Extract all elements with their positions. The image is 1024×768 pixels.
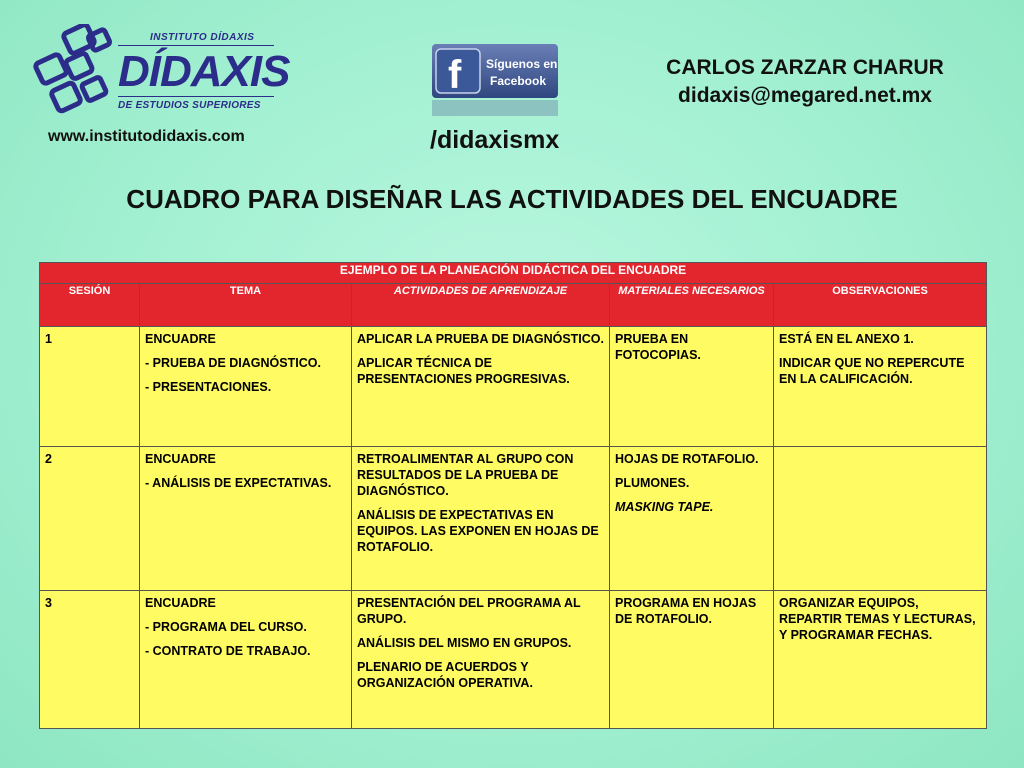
- actividad-line: PLENARIO DE ACUERDOS Y ORGANIZACIÓN OPERATIVA.: [357, 660, 533, 690]
- encuadre-table: [39, 262, 987, 729]
- actividad-line: ANÁLISIS DE EXPECTATIVAS EN EQUIPOS. LAS EXPONEN EN HOJAS DE ROTAFOLIO.: [357, 508, 599, 554]
- tema-cell: [140, 327, 352, 447]
- tema-line: - PROGRAMA DEL CURSO.: [145, 620, 307, 634]
- author-email[interactable]: didaxis@megared.net.mx: [678, 84, 932, 107]
- tema-line: - ANÁLISIS DE EXPECTATIVAS.: [145, 476, 332, 490]
- actividad-line: RETROALIMENTAR AL GRUPO CON RESULTADOS DE LA PRUEBA DE DIAGNÓSTICO.: [357, 452, 574, 498]
- actividad-line: ANÁLISIS DEL MISMO EN GRUPOS.: [357, 636, 572, 650]
- actividades-cell: [352, 447, 610, 591]
- material-line: MASKING TAPE.: [615, 500, 714, 514]
- table-row: [40, 591, 987, 729]
- tema-line: ENCUADRE: [145, 332, 216, 346]
- tema-line: - PRUEBA DE DIAGNÓSTICO.: [145, 356, 321, 370]
- page-title: CUADRO PARA DISEÑAR LAS ACTIVIDADES DEL ENCUADRE: [126, 184, 898, 214]
- observaciones-cell: [774, 591, 987, 729]
- institute-bottom-label: DE ESTUDIOS SUPERIORES: [118, 100, 261, 111]
- tema-line: ENCUADRE: [145, 596, 216, 610]
- logo-divider-bottom: [118, 96, 274, 97]
- session-cell: 2: [40, 447, 140, 591]
- logo-wordmark: DÍDAXIS: [118, 47, 290, 96]
- tema-line: ENCUADRE: [145, 452, 216, 466]
- institute-top-label: INSTITUTO DÍDAXIS: [150, 32, 255, 43]
- logo-divider-top: [118, 45, 274, 46]
- session-cell: 3: [40, 591, 140, 729]
- actividad-line: PRESENTACIÓN DEL PROGRAMA AL GRUPO.: [357, 596, 581, 626]
- table-row: [40, 327, 987, 447]
- material-line: PRUEBA EN FOTOCOPIAS.: [615, 332, 701, 362]
- material-line: HOJAS DE ROTAFOLIO.: [615, 452, 759, 466]
- header-actividades: ACTIVIDADES DE APRENDIZAJE: [352, 284, 610, 327]
- table-row: [40, 447, 987, 591]
- header-sesion: SESIÓN: [40, 284, 140, 327]
- materiales-cell: [610, 591, 774, 729]
- materiales-cell: [610, 447, 774, 591]
- materiales-cell: [610, 327, 774, 447]
- tema-line: - CONTRATO DE TRABAJO.: [145, 644, 311, 658]
- didaxis-logo: [32, 24, 290, 120]
- material-line: PLUMONES.: [615, 476, 690, 490]
- table-caption: EJEMPLO DE LA PLANEACIÓN DIDÁCTICA DEL ENCUADRE: [40, 263, 987, 284]
- actividad-line: APLICAR TÉCNICA DE PRESENTACIONES PROGRESIVAS.: [357, 356, 570, 386]
- facebook-follow-line2: Facebook: [490, 74, 547, 88]
- author-block: [640, 54, 970, 110]
- actividades-cell: [352, 591, 610, 729]
- facebook-handle[interactable]: /didaxismx: [430, 126, 560, 154]
- actividades-cell: [352, 327, 610, 447]
- observaciones-cell: [774, 447, 987, 591]
- material-line: PROGRAMA EN HOJAS DE ROTAFOLIO.: [615, 596, 757, 626]
- header-tema: TEMA: [140, 284, 352, 327]
- facebook-f-icon: f: [448, 53, 462, 97]
- facebook-follow-line1: Síguenos en: [486, 57, 558, 71]
- tema-line: - PRESENTACIONES.: [145, 380, 272, 394]
- session-cell: 1: [40, 327, 140, 447]
- tema-cell: [140, 591, 352, 729]
- observacion-line: ORGANIZAR EQUIPOS, REPARTIR TEMAS Y LECTURAS, Y PROGRAMAR FECHAS.: [779, 596, 976, 642]
- actividad-line: APLICAR LA PRUEBA DE DIAGNÓSTICO.: [357, 332, 604, 346]
- observacion-line: INDICAR QUE NO REPERCUTE EN LA CALIFICACIÓN.: [779, 356, 965, 386]
- observaciones-cell: [774, 327, 987, 447]
- header-observaciones: OBSERVACIONES: [774, 284, 987, 327]
- header-materiales: MATERIALES NECESARIOS: [610, 284, 774, 327]
- author-name: CARLOS ZARZAR CHARUR: [666, 56, 944, 79]
- tema-cell: [140, 447, 352, 591]
- observacion-line: ESTÁ EN EL ANEXO 1.: [779, 332, 914, 346]
- facebook-badge[interactable]: [432, 44, 558, 116]
- didaxis-logo-mark-icon: [32, 24, 116, 120]
- website-link[interactable]: www.institutodidaxis.com: [48, 128, 245, 145]
